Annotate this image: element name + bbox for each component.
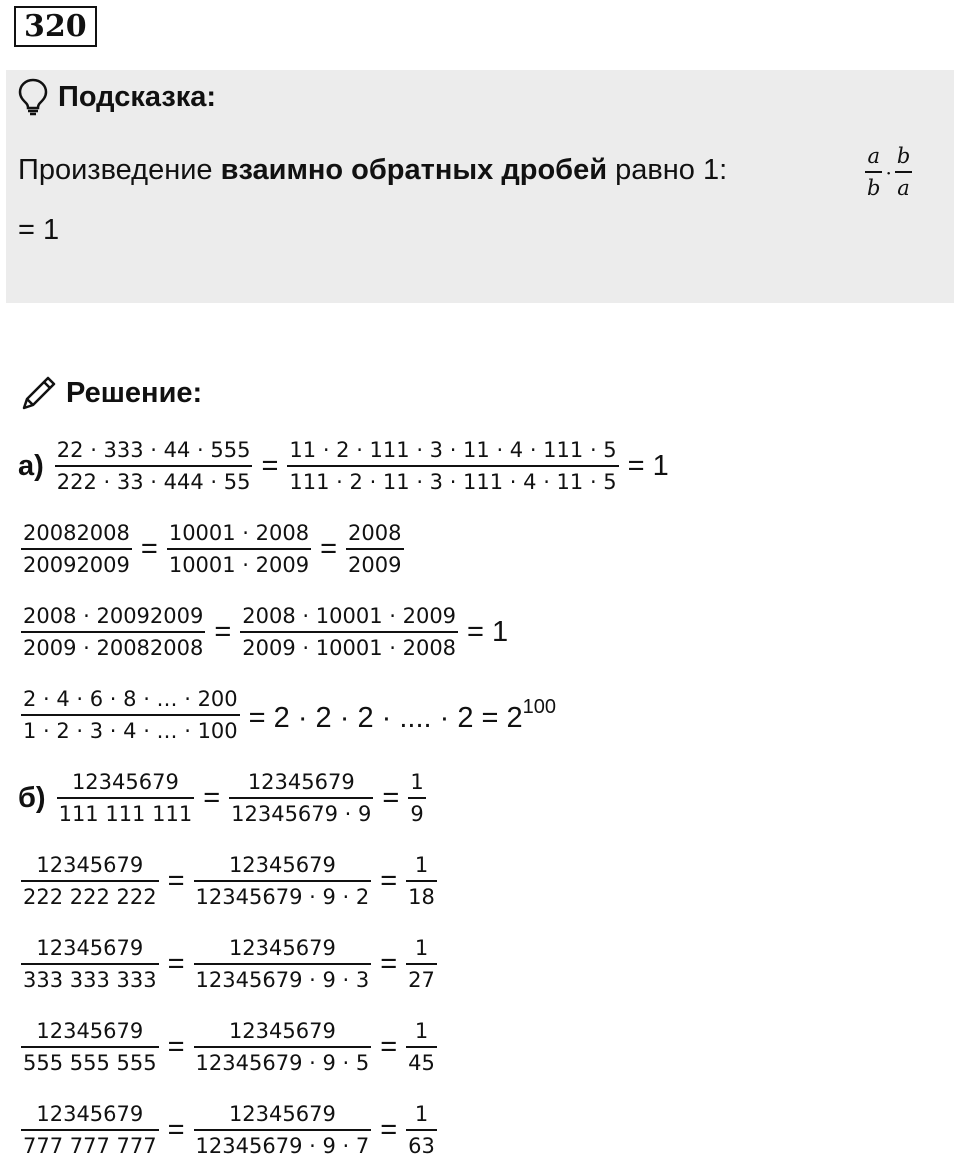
hint-text [18,154,727,187]
fraction-b-over-a: $\frac{b}{a}$ [896,144,911,200]
fraction: $\frac{10001 \cdot 2008}{10001 \cdot 2009}$ [168,521,310,577]
task-number: 320 [14,6,97,47]
part-a-label: а) [18,450,44,482]
equals-sign: = [380,1031,398,1063]
result: = 1 [467,616,509,648]
solution-title-text: Решение: [66,376,203,409]
lightbulb-icon [18,78,48,116]
equation-a2 [18,523,407,576]
result: = 1 [627,450,669,482]
fraction: $\frac{12345679}{12345679 \cdot 9}$ [231,770,372,826]
hint-formula [862,146,915,199]
hint-title-text: Подсказка: [58,80,217,113]
fraction: $\frac{22 \cdot 333 \cdot 44 \cdot 555}{222 \cdot 33 \cdot 444 \cdot 55}$ [56,438,251,494]
equation-a4 [18,689,562,742]
equation-b4 [18,1021,440,1074]
equals-sign: = [380,1114,398,1146]
equals-sign: = [203,782,221,814]
fraction: $\frac{1}{9}$ [410,770,424,826]
rhs-expression: = 2 · 2 · 2 · .... · $2 = 2^{100}$ [248,696,557,734]
fraction: $\frac{12345679}{12345679 \cdot 9 \cdot 3}$ [195,936,370,992]
fraction: $\frac{12345679}{555 555 555}$ [23,1019,157,1075]
hint-equals-one: = 1 [18,214,60,246]
hint-text-bold: взаимно обратных дробей [220,154,608,186]
exponent: 100 [522,696,557,718]
fraction: $\frac{1}{45}$ [408,1019,435,1075]
dot-operator: · [885,160,892,185]
equation-b5 [18,1104,440,1157]
fraction: $\frac{20082008}{20092009}$ [23,521,130,577]
fraction: $\frac{12345679}{12345679 \cdot 9 \cdot 2}$ [195,853,370,909]
fraction: $\frac{2008 \cdot 20092009}{2009 \cdot 20082008}$ [23,604,204,660]
fraction: $\frac{1}{27}$ [408,936,435,992]
equation-b2 [18,855,440,908]
pencil-icon [18,372,60,414]
equals-sign: = [167,865,185,897]
hint-title [18,78,216,116]
equation-b3 [18,938,440,991]
equals-sign: = [380,865,398,897]
equals-sign: = [380,948,398,980]
fraction: $\frac{2 \cdot 4 \cdot 6 \cdot 8 \cdot \dots \cdot 200}{1 \cdot 2 \cdot 3 \cdot 4 \cdot \dots \cdot 100}$ [23,687,238,743]
solution-title [18,372,202,414]
fraction: $\frac{12345679}{12345679 \cdot 9 \cdot 5}$ [195,1019,370,1075]
equals-sign: = [167,1031,185,1063]
equals-sign: = [320,533,338,565]
equals-sign: = [214,616,232,648]
fraction: $\frac{2008}{2009}$ [348,521,402,577]
equals-sign: = [167,1114,185,1146]
fraction: $\frac{12345679}{222 222 222}$ [23,853,157,909]
equation-a3 [18,606,514,659]
fraction-a-over-b: $\frac{a}{b}$ [867,144,881,200]
fraction: $\frac{2008 \cdot 10001 \cdot 2009}{2009 \cdot 10001 \cdot 2008}$ [242,604,457,660]
hint-text-end: равно 1: [607,154,728,186]
equation-b1 [18,772,429,825]
equation-a1 [18,440,675,493]
hint-text-start: Произведение [18,154,221,186]
equals-sign: = [382,782,400,814]
equals-sign: = [261,450,279,482]
equals-sign: = [140,533,158,565]
part-b-label: б) [18,782,46,814]
fraction: $\frac{12345679}{777 777 777}$ [23,1102,157,1158]
fraction: $\frac{1}{18}$ [408,853,435,909]
fraction: $\frac{1}{63}$ [408,1102,435,1158]
fraction: $\frac{11 \cdot 2 \cdot 111 \cdot 3 \cdot 11 \cdot 4 \cdot 111 \cdot 5}{111 \cdot 2 \cdot 11 \cdot 3 \cdot 111 \cdot 4 \cdot 11 \cdot 5}$ [289,438,617,494]
fraction: $\frac{12345679}{12345679 \cdot 9 \cdot 7}$ [195,1102,370,1158]
fraction: $\frac{12345679}{333 333 333}$ [23,936,157,992]
equals-sign: = [167,948,185,980]
fraction: $\frac{12345679}{111 111 111}$ [58,770,193,826]
